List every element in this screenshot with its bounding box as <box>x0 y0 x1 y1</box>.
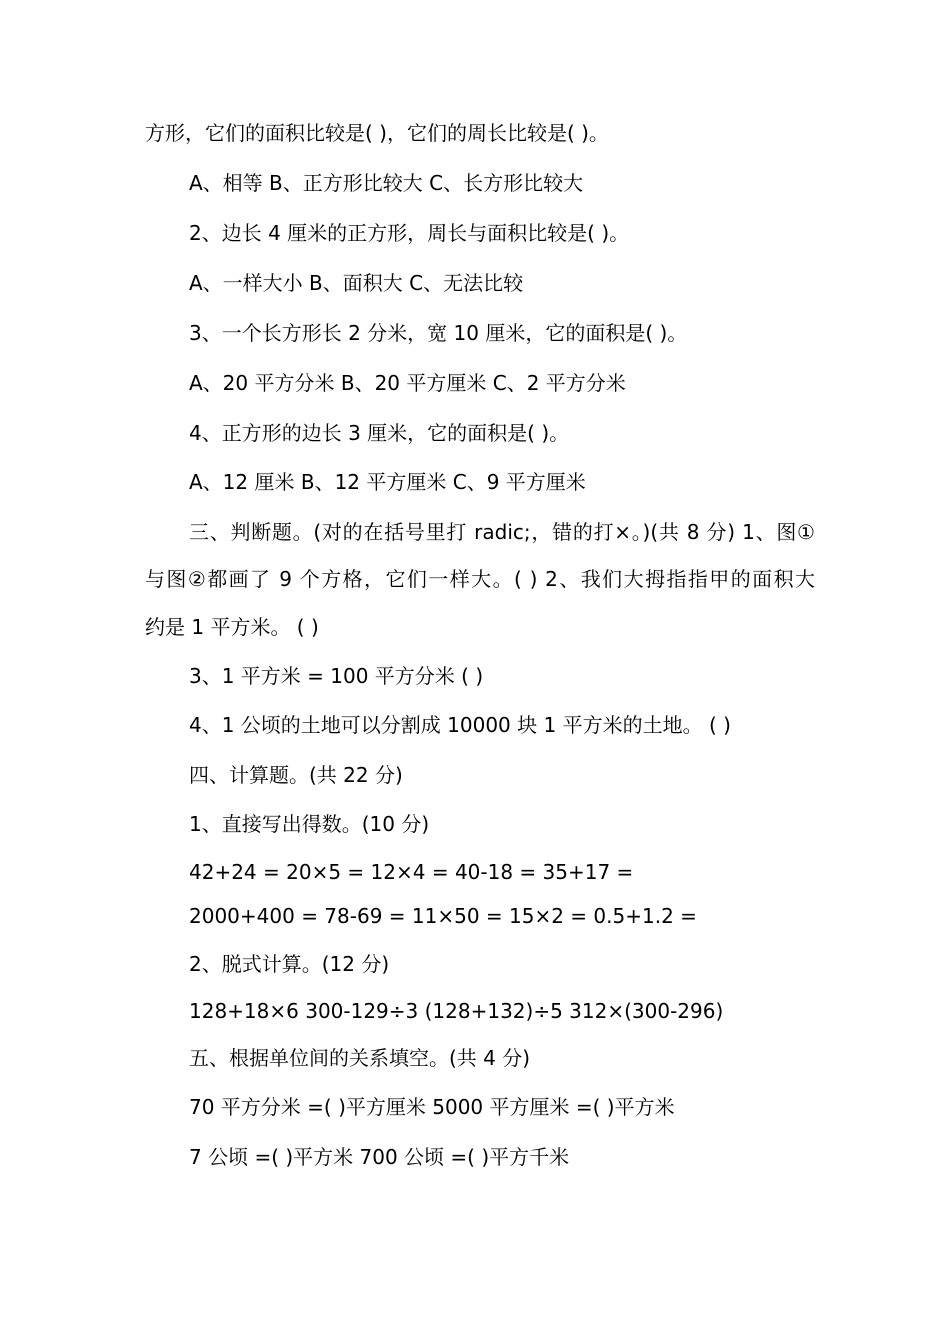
text-line-22: 7 公顷 =( )平方米 700 公顷 =( )平方千米 <box>189 1145 570 1169</box>
text-line-8: A、12 厘米 B、12 平方厘米 C、9 平方厘米 <box>189 470 586 494</box>
text-line-4: A、一样大小 B、面积大 C、无法比较 <box>189 271 524 295</box>
text-line-9: 三、判断题。(对的在括号里打 radic;，错的打×。)(共 8 分) 1、图① <box>189 520 815 544</box>
text-line-19: 128+18×6 300-129÷3 (128+132)÷5 312×(300-296) <box>189 999 724 1023</box>
text-line-20: 五、根据单位间的关系填空。(共 4 分) <box>189 1046 531 1070</box>
text-line-11: 约是 1 平方米。 ( ) <box>145 615 319 639</box>
text-line-3: 2、边长 4 厘米的正方形，周长与面积比较是( )。 <box>189 221 630 245</box>
text-line-17: 2000+400 = 78-69 = 11×50 = 15×2 = 0.5+1.2 = <box>189 904 697 928</box>
text-line-2: A、相等 B、正方形比较大 C、长方形比较大 <box>189 171 584 195</box>
text-line-13: 4、1 公顷的土地可以分割成 10000 块 1 平方米的土地。 ( ) <box>189 713 731 737</box>
text-line-7: 4、正方形的边长 3 厘米，它的面积是( )。 <box>189 421 570 445</box>
text-line-1: 方形，它们的面积比较是( )，它们的周长比较是( )。 <box>145 121 609 145</box>
text-line-18: 2、脱式计算。(12 分) <box>189 952 390 976</box>
text-line-12: 3、1 平方米 = 100 平方分米 ( ) <box>189 664 484 688</box>
text-line-16: 42+24 = 20×5 = 12×4 = 40-18 = 35+17 = <box>189 860 634 884</box>
text-line-6: A、20 平方分米 B、20 平方厘米 C、2 平方分米 <box>189 371 626 395</box>
text-line-15: 1、直接写出得数。(10 分) <box>189 812 430 836</box>
text-line-5: 3、一个长方形长 2 分米，宽 10 厘米，它的面积是( )。 <box>189 321 688 345</box>
text-line-21: 70 平方分米 =( )平方厘米 5000 平方厘米 =( )平方米 <box>189 1095 675 1119</box>
text-line-14: 四、计算题。(共 22 分) <box>189 763 403 787</box>
text-line-10: 与图②都画了 9 个方格，它们一样大。( ) 2、我们大拇指指甲的面积大 <box>145 567 815 591</box>
